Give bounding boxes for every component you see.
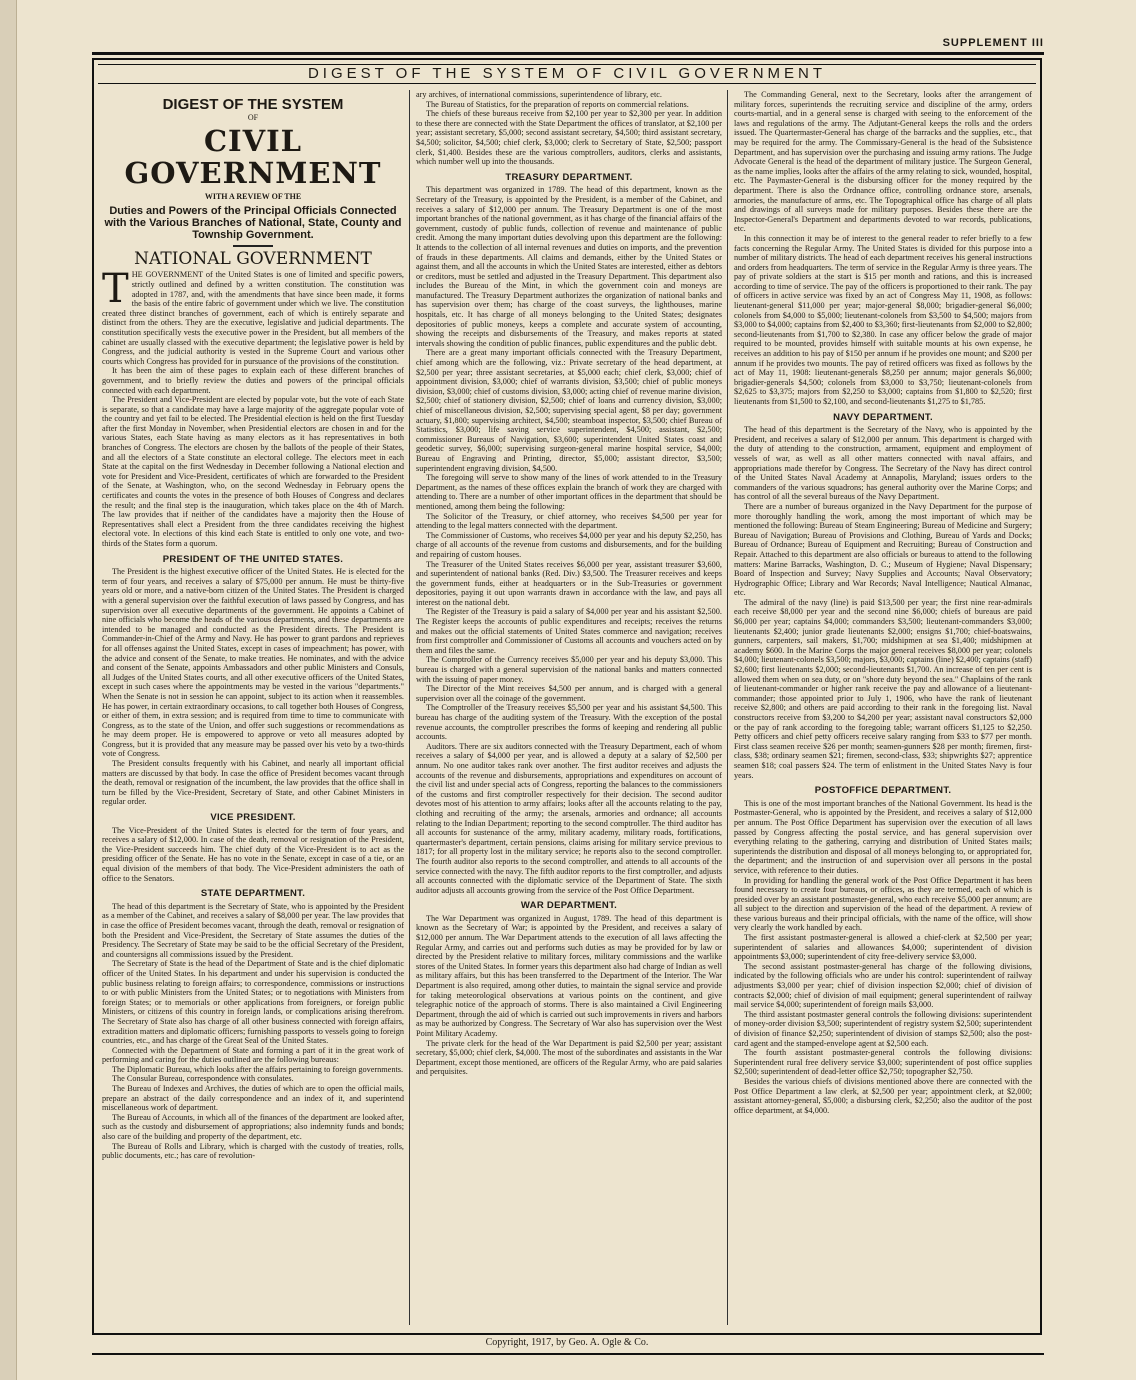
paragraph: The Comptroller of the Treasury receives $5,500 per year and his assistant $4,500. This bureau has charge of the auditing system of the Treasury. With the exception of the postal revenue accounts, the comptroller prescribes the forms of keeping and rendering all public accounts. bbox=[416, 703, 722, 742]
paragraph: Besides the various chiefs of divisions mentioned above there are connected with the Post Office Department a law clerk, at $2,500 per year; appointment clerk, at $2,000; assistant attorney-general, $5,000; a disbursing clerk, $2,250; also the auditor of the post office department, at $4,000. bbox=[734, 1076, 1032, 1115]
section-heading-war: WAR DEPARTMENT. bbox=[520, 900, 618, 912]
intro-paragraph bbox=[102, 266, 404, 366]
paragraph: The first assistant postmaster-general is allowed a chief-clerk at $2,500 per year; superintendent of salaries and allowances $4,000; superintendent of division appointments $3,000; superintendent of city free-delivery service $3,000. bbox=[734, 933, 1032, 962]
paragraph: In this connection it may be of interest to the general reader to refer briefly to a few facts concerning the Regular Army. The United States is divided for this purpose into a number of military districts. The head of each department receives his general instructions and orders from headquarters. The term of service in the Regular Army is three years. The pay of private soldiers at the start is $15 per month and rations, and this is increased according to time of service. The pay of the officers is proportioned to their rank. The pay of officers in active service was fixed by an act of Congress May 11, 1908, as follows: lieutenant-general $11,000 per year; major-general $8,000; brigadier-general $6,000; colonels from $4,000 to $5,000; lieutenant-colonels from $3,500 to $4,500; majors from $3,000 to $4,000; captains from $2,400 to $3,360; first-lieutenants from $2,000 to $2,800; second-lieutenants from $1,700 to $2,380. In case any officer below the grade of major required to be mounted, provides himself with suitable mounts at his own expense, he receives an addition to his pay of $150 per annum if he provides one mount; and $200 per annum if he provides two mounts. The pay of retired officers was fixed as follows by the act of May 11, 1908: lieutenant-generals $8,250 per annum; major generals $6,000; brigadier-generals $4,500; colonels from $3,000 to $3,750; lieutenant-colonels from $2,625 to $3,375; majors from $2,250 to $3,000; captains from $1,800 to $2,520; first lieutenants from $1,500 to $2,100, and second-lieutenants $1,275 to $1,785. bbox=[734, 233, 1032, 406]
paragraph: The Diplomatic Bureau, which looks after the affairs pertaining to foreign governments. bbox=[112, 1064, 404, 1074]
column-2 bbox=[416, 90, 722, 1325]
national-heading: NATIONAL GOVERNMENT bbox=[134, 248, 372, 269]
paragraph: The Commanding General, next to the Secretary, looks after the arrangement of military forces, superintends the recruiting service and discipline of the army, orders courts-martial, and in a general sense is charged with seeing to the enforcement of the laws and regulations of the army. The Adjutant-General keeps the rolls and the orders issued. The Quartermaster-General has charge of the barracks and the supplies, etc., that may be required for the army. The Commissary-General is the head of the Subsistence Department, and has supervision over the purchasing and issuing army rations. The Judge Advocate General is the head of the department of military justice. The Surgeon General, as the name implies, looks after the affairs of the army relating to sick, wounded, hospital, etc. The Paymaster-General is the disbursing officer for the money required by the department. There is also the Ordnance office, controlling ordnance store, arsenals, armories, the manufacture of arms, etc. The Topographical office has charge of all plats and drawings of all surveys made for military purposes. Besides these there are the Inspector-General's Department and departments devoted to war records, publications, etc. bbox=[734, 90, 1032, 234]
paragraph: The chiefs of these bureaus receive from $2,100 per year to $2,300 per year. In addition to these there are connected with the State Department the offices of translator, at $2,100 per year; assistant secretary, $5,000; second assistant secretary, $4,500; third assistant secretary, $4,500; solicitor, $4,500; chief clerk, $3,000; clerk to Secretary of State, $2,500; passport clerk, $1,400. Besides these are the various comptrollers, auditors, clerks and assistants, which number well up into the thousands. bbox=[416, 109, 722, 167]
masthead-of: OF bbox=[247, 112, 259, 122]
paragraph: It has been the aim of these pages to explain each of these different branches of government, and to briefly review the duties and powers of the principal officials connected with each department. bbox=[102, 366, 404, 395]
masthead bbox=[102, 96, 404, 247]
paragraph: The Bureau of Statistics, for the preparation of reports on commercial relations. bbox=[426, 99, 689, 109]
paragraph: The third assistant postmaster general controls the following divisions: superintendent of money-order division $3,500; superintendent of registry system $2,500; superintendent of division of finance $2,250; superintendent of division of stamps $2,500; also the post-card agent and the stamped-envelope agent at $2,500 each. bbox=[734, 1009, 1032, 1048]
masthead-rule bbox=[233, 245, 273, 247]
banner-title: DIGEST OF THE SYSTEM OF CIVIL GOVERNMENT bbox=[98, 64, 1036, 84]
section-heading-president: PRESIDENT OF THE UNITED STATES. bbox=[162, 553, 344, 565]
column-divider bbox=[727, 90, 728, 1325]
paragraph: The Secretary of State is the head of the Department of State and is the chief diplomatic officer of the United States. In his department and under his supervision is conducted the public business relating to foreign affairs; to correspondence, commissions or instructions to or with public Ministers from the United States; or to negotiations with Ministers from foreign States; or to memorials or other applications from foreigners, or foreign public Ministers, or citizens of this country in foreign lands, or complications arising therefrom. The Secretary of State also has charge of all other business connected with foreign affairs, extradition matters and diplomatic officers; furnishing passports to vessels going to foreign countries, etc., and has charge of the Great Seal of the United States. bbox=[102, 959, 404, 1046]
paragraph: The President is the highest executive officer of the United States. He is elected for the term of four years, and receives a salary of $75,000 per annum. He must be thirty-five years old or more, and a native-born citizen of the United States. The President is charged with a general supervision over the faithful execution of laws passed by Congress, and has supervision over all executive departments of the government. He appoints a Cabinet of nine officials who become the heads of the various departments, and these departments are intended to be managed and conducted as the President directs. The President is Commander-in-Chief of the Army and Navy. He has power to grant pardons and reprieves for all offenses against the United States, except in cases of impeachment; has power, with the advice and consent of the Senate, to make treaties. He nominates, and with the advice and consent of the Senate, appoints Ambassadors and other public Ministers and Consuls, all Judges of the United States courts, and all other executive officers of the United States, except in such cases where the appointments may be vested in the various "departments." When the Senate is not in session he can appoint, subject to its action when it reassembles. He has power, in certain extraordinary occasions, to call together both Houses of Congress, or either of them, in extra session; and is required from time to time to communicate with Congress, as to the state of the Union, and offer such suggestions or recommendations as he may deem proper. He is empowered to approve or veto all measures adopted by Congress, but it is provided that any measure may be passed over his veto by a two-thirds vote of Congress. bbox=[102, 567, 404, 759]
paragraph: The War Department was organized in August, 1789. The head of this department is known as the Secretary of War; is appointed by the President, and receives a salary of $12,000 per annum. The War Department attends to the execution of all laws affecting the Regular Army, and carries out and performs such duties as may be provided for by law or directed by the President relative to military forces, military commissions and the warlike stores of the United States. In former years this department also had charge of Indian as well as military affairs, but this has been transferred to the Department of the Interior. The War Department is also required, among other duties, to maintain the signal service and provide for taking meteorological observations at various points on the continent, and give telegraphic notice of the approach of storms. There is also maintained a Civil Engineering Department, through the aid of which is carried out such improvements in rivers and harbors as may be authorized by Congress. The Secretary of War also has supervision over the West Point Military Academy. bbox=[416, 913, 722, 1038]
paragraph: There are a great many important officials connected with the Treasury Department, chief among which are the following, viz.: Private secretary of the head department, at $2,500 per year; three assistant secretaries, at $5,000 each; chief clerk, $3,000; chief of appointment division, $3,000; chief of warrants division, $3,500; chief of public moneys division, $3,000; chief of customs division, $3,000; acting chief of revenue marine division, $2,500; chief of stationery division, $2,500; chief of loans and currency division, $3,000; chief of miscellaneous division, $2,500; supervising special agent, $8 per day; government actuary, $1,800; supervising architect, $4,500; steamboat inspector, $3,500; chief Bureau of Statistics, $3,000; life saving service superintendent, $4,500; assistant, $2,500; commissioner Bureaus of Navigation, $3,600; superintendent United States coast and geodetic survey, $6,000; supervising surgeon-general marine hospital service, $4,000; Bureau of Engraving and Printing, director, $5,000; assistant director, $3,500; superintendent engraving division, $4,500. bbox=[416, 348, 722, 473]
section-heading-state: STATE DEPARTMENT. bbox=[200, 888, 306, 900]
bottom-rule bbox=[92, 1353, 1044, 1355]
column-1 bbox=[102, 90, 404, 1325]
paragraph: The private clerk for the head of the War Department is paid $2,500 per year; assistant secretary, $5,000; chief clerk, $4,000. The most of the subordinates and assistants in the War Department, except those mentioned, are officers of the Regular Army, who are paid salaries and perquisites. bbox=[416, 1038, 722, 1077]
section-heading-treasury: TREASURY DEPARTMENT. bbox=[505, 171, 633, 183]
masthead-with: WITH A REVIEW OF THE bbox=[204, 192, 302, 202]
copyright-line: Copyright, 1917, by Geo. A. Ogle & Co. bbox=[485, 1337, 649, 1348]
paragraph: There are a number of bureaus organized in the Navy Department for the purpose of more thoroughly handling the work, among the most important of which may be mentioned the following: Bureau of Steam Engineering; Bureau of Medicine and Surgery; Bureau of Navigation; Bureau of Provisions and Clothing, Bureau of Yards and Docks; Bureau of Ordnance; Bureau of Equipment and Recruiting; Bureau of Construction and Repair. Attached to this department are also officials or bureaus to attend to the following matters: Marine Barracks, Washington, D. C.; Museum of Hygiene; Naval Dispensary; Board of Inspection and Survey; Navy Supplies and Accounts; Naval Observatory; Hydrographic Office; Library and War Records; Naval Intelligence; Nautical Almanac, etc. bbox=[734, 501, 1032, 598]
paragraph: The President consults frequently with his Cabinet, and nearly all important official matters are discussed by that body. In case the office of President becomes vacant through the death, removal or resignation of the incumbent, the law provides that the office shall in turn be filled by the Vice-President, Secretary of State, and other Cabinet Ministers in regular order. bbox=[102, 759, 404, 807]
column-3 bbox=[734, 90, 1032, 1325]
paragraph: The Register of the Treasury is paid a salary of $4,000 per year and his assistant $2,500. The Register keeps the accounts of public expenditures and receipts; receives the returns and makes out the official statements of United States commerce and navigation; receives from first comptroller and Commissioner of Customs all accounts and vouchers acted on by them and files the same. bbox=[416, 607, 722, 655]
paragraph: The second assistant postmaster-general has charge of the following divisions, indicated by the following officials who are under his control: superintendent of railway adjustments $3,000 per year; chief of division inspection $2,000; chief of division of contracts $2,000; chief of division of mail equipment; general superintendent of railway mail service $4,000; superintendent of foreign mails $3,000. bbox=[734, 961, 1032, 1010]
section-heading-navy: NAVY DEPARTMENT. bbox=[833, 411, 933, 423]
paragraph: The President and Vice-President are elected by popular vote, but the vote of each State is separate, so that a candidate may have a large majority of the aggregate popular vote of the country and yet fail to be elected. The Presidential election is held on the first Tuesday after the first Monday in November, when Presidential electors are chosen in and for the various States, each State having as many electors as it has representatives in both branches of Congress. The electors are chosen by the ballots of the people of their States, and all the electors of a State constitute an electoral college. The electors meet in each State at the capital on the first Wednesday in December following a National election and vote for President and Vice-President, certificates of which are forwarded to the President of the Senate, at Washington, who, on the second Wednesday in February opens the certificates and counts the votes in the presence of both Houses of Congress and declares the result; and the final step is the inauguration, which takes place on the 4th of March. The law provides that if neither of the candidates have a majority then the House of Representatives shall elect a President from the three candidates receiving the highest electoral vote. In elections of this kind each State is entitled to only one vote, and two-thirds of the States form a quorum. bbox=[102, 395, 404, 548]
paragraph: Connected with the Department of State and forming a part of it in the great work of performing and caring for the duties outlined are the following bureaus: bbox=[102, 1045, 404, 1065]
paragraph: The Solicitor of the Treasury, or chief attorney, who receives $4,500 per year for attending to the legal matters connected with the department. bbox=[416, 511, 722, 531]
section-heading-postoffice: POSTOFFICE DEPARTMENT. bbox=[814, 785, 952, 797]
paragraph: The head of this department is the Secretary of State, who is appointed by the President as a member of the Cabinet, and receives a salary of $8,000 per year. The law provides that in case the office of President becomes vacant, through the death, removal or resignation of both the President and Vice-President, the Secretary of State assumes the duties of the Presidency. The Secretary of State may be said to be the official Secretary of the President, and countersigns all commissions issued by the President. bbox=[102, 901, 404, 959]
paragraph: This is one of the most important branches of the National Government. Its head is the Postmaster-General, who is appointed by the President, and receives a salary of $12,000 per annum. The Post Office Department has supervision over the execution of all laws passed by Congress affecting the postal service, and has general supervision over everything relating to the gathering, carrying and distribution of United States mails; superintends the distribution and disposal of all moneys belonging to, or appropriated for, the department; and the instruction of and supervision over all persons in the postal service, with reference to their duties. bbox=[734, 798, 1032, 875]
paragraph: In providing for handling the general work of the Post Office Department it has been found necessary to create four bureaus, or offices, as they are termed, each of which is presided over by an assistant postmaster-general, who each receive $5,000 per annum; are all subject to the direction and supervision of the head of the department. A review of these various bureaus and their principal officials, with the name of the office, will show very clearly the work handled by each. bbox=[734, 875, 1032, 933]
drop-cap: T bbox=[102, 266, 129, 313]
paragraph: The Treasurer of the United States receives $6,000 per year, assistant treasurer $3,600, and superintendent of national banks (Red. Div.) $3,500. The Treasurer receives and keeps the government funds, either at headquarters or in the Sub-Treasuries or government depositories, paying it out upon warrants drawn in accordance with the law, and pays all interest on the national debt. bbox=[416, 559, 722, 607]
column-divider bbox=[409, 90, 410, 1325]
section-heading-vice-president: VICE PRESIDENT. bbox=[210, 812, 296, 824]
paragraph: The admiral of the navy (line) is paid $13,500 per year; the first nine rear-admirals each receive $8,000 per year and the second nine $6,000; chiefs of bureaus are paid $6,000 per year; captains $4,000; commanders $3,500; lieutenant-commanders $3,000; lieutenants $2,400; junior grade lieutenants $2,000; ensigns $1,700; chief-boatswains, gunners, carpenters, sail makers, $1,700; midshipmen at sea $1,400; midshipmen at academy $600. In the Marine Corps the major general receives $8,000 per year; colonels $4,000; lieutenant-colonels $3,500; majors, $3,000; captains (line) $2,400; captains (staff) $2,600; first lieutenants $2,000; second-lieutenants $1,700. An increase of ten per cent is allowed them when on sea duty, or on "shore duty beyond the sea." Chaplains of the rank of lieutenant-commander or higher rank receive the pay and allowance of a lieutenant-commander; those appointed prior to July 1, 1906, who have the rank of lieutenant receive $2,800; and others are paid according to their rank in the foregoing list. Naval constructors receive from $3,200 to $4,200 per year; assistant naval constructors $2,000 or the pay of rank according to the foregoing table; warrant officers $1,125 to $2,250. Petty officers and chief petty officers receive salary ranging from $33 to $77 per month. First class seamen receive $26 per month; seamen-gunners $28 per month; firemen, first-class, $38; ordinary seamen $21; firemen, second-class, $33; shipwrights $27; apprentice seamen $18; coal passers $24. The term of enlistment in the United States Navy is four years. bbox=[734, 597, 1032, 780]
paragraph: The Bureau of Accounts, in which all of the finances of the department are looked after, such as the custody and disbursement of appropriations; also indemnity funds and bonds; also care of the building and property of the department, etc. bbox=[102, 1112, 404, 1142]
page-gutter bbox=[0, 0, 17, 1380]
paragraph: Auditors. There are six auditors connected with the Treasury Department, each of whom receives a salary of $4,000 per year, and is allowed a deputy at a salary of $2,500 per annum. No one auditor takes rank over another. The first auditor receives and adjusts the accounts of the revenue and disbursements, appropriations and expenditures on account of the civil list and under special acts of Congress, reporting the balances to the commissioners of the customs and first comptroller respectively for their decision. The second auditor devotes most of his attention to army affairs; looks after all the accounts relating to the pay, clothing and recruiting of the army; the arsenals, armories and ordnance; all accounts relating to the Indian Department; reporting to the second comptroller. The third auditor has all accounts for sustenance of the army, military academy, military roads, fortifications, quartermaster's department, certain pensions, claims arising for military service previous to 1817; for all property lost in the military service; he reports also to the second comptroller. The fourth auditor also reports to the second comptroller, and attends to all accounts of the service connected with the navy. The fifth auditor reports to the first comptroller, and adjusts all accounts connected with the diplomatic service of the Department of State. The sixth auditor adjusts all accounts growing from the service of the Post Office Department. bbox=[416, 741, 722, 895]
paragraph: The Bureau of Indexes and Archives, the duties of which are to open the official mails, prepare an abstract of the daily correspondence and an index of it, and superintend miscellaneous work of department. bbox=[102, 1084, 404, 1113]
paragraph: The Director of the Mint receives $4,500 per annum, and is charged with a general supervision over all the coinage of the government. bbox=[416, 684, 722, 703]
supplement-label: SUPPLEMENT III bbox=[942, 37, 1044, 49]
paragraph: The Consular Bureau, correspondence with consulates. bbox=[112, 1074, 294, 1084]
paragraph: The fourth assistant postmaster-general controls the following divisions: Superintendent rural free delivery service $3,000; superintendent of post office supplies $2,500; superintendent of dead-letter office $2,750; topographer $2,750. bbox=[734, 1048, 1032, 1077]
paragraph: The Bureau of Rolls and Library, which is charged with the custody of treaties, rolls, public documents, etc.; has care of revolution- bbox=[102, 1141, 404, 1161]
paragraph: ary archives, of international commissions, superintendence of library, etc. bbox=[416, 90, 662, 99]
paragraph: The Vice-President of the United States is elected for the term of four years, and receives a salary of $12,000. In case of the death, removal or resignation of the President, the Vice-President succeeds him. The chief duty of the Vice-President is to act as the presiding officer of the Senate. He has no vote in the Senate, except in case of a tie, or an equal division of the members of that body. The Vice-President administers the oath of office to the Senators. bbox=[102, 825, 404, 883]
paragraph: The Comptroller of the Currency receives $5,000 per year and his deputy $3,000. This bureau is charged with a general supervision of the national banks and matters connected with the issuing of paper money. bbox=[416, 655, 722, 684]
paragraph: The foregoing will serve to show many of the lines of work attended to in the Treasury Department, as the names of these offices explain the branch of work they are charged with attending to. There are a number of other important offices in the department that should be mentioned, among them being the following: bbox=[416, 473, 722, 511]
top-rule bbox=[92, 52, 1044, 55]
intro-text: HE GOVERNMENT of the United States is one of limited and specific powers, strictly outlined and defined by a written constitution. The constitution was adopted in 1787, and, with the amendments that have since been made, it forms the basis of the entire fabric of government under which we live. The constitution created three distinct branches of government, each of which is entirely separate and distinct from the others. They are the executive, legislative and judicial departments. The constitution specifically vests the executive power in the President, but all members of the cabinet are usually classed with the executive department; the legislative power is held by Congress, and the judicial authority is vested in the Supreme Court and various other courts which Congress has provided for in pursuance of the provisions of the constitution. bbox=[102, 270, 404, 366]
masthead-line1: DIGEST OF THE SYSTEM bbox=[162, 96, 344, 113]
masthead-title: CIVIL GOVERNMENT bbox=[124, 124, 382, 191]
page-frame bbox=[92, 58, 1042, 1335]
paragraph: This department was organized in 1789. The head of this department, known as the Secretary of the Treasury, is appointed by the President, is a member of the Cabinet, and receives a salary of $12,000 per annum. The Treasury Department is one of the most important branches of the national government, as it has charge of the financial affairs of the government, custody of public funds, collection of revenue and maintenance of public credit. Among the many important duties devolving upon this department are the following: It attends to the collection of all internal revenues and duties on imports, and the prevention of frauds in these departments. All claims and demands, either by the United States or against them, and all the accounts in which the United States are interested, either as debtors or creditors, must be settled and adjusted in the Treasury Department. This department also includes the Bureau of the Mint, in which the government coin and moneys are manufactured. The Treasury Department authorizes the organization of national banks and has supervision over them; has charge of the coast surveys, the lighthouses, marine hospitals, etc. It has charge of all moneys belonging to the United States; designates depositories of public moneys, keeps a complete and accurate system of accounting, showing the receipts and disbursements of the Treasury, and makes reports at stated intervals showing the condition of public finances, public expenditures and the public debt. bbox=[416, 185, 722, 348]
masthead-subtitle: Duties and Powers of the Principal Officials Connected with the Various Branches of National, State, County and Township Government. bbox=[104, 204, 402, 241]
paragraph: The Commissioner of Customs, who receives $4,000 per year and his deputy $2,250, has charge of all accounts of the revenue from customs and disbursements, and for the building and repairing of custom houses. bbox=[416, 530, 722, 559]
paragraph: The head of this department is the Secretary of the Navy, who is appointed by the President, and receives a salary of $12,000 per annum. This department is charged with the duty of attending to the construction, armament, equipment and employment of vessels of war, as well as all other matters connected with naval affairs, and appropriations made therefor by Congress. The Secretary of the Navy has direct control of the United States Naval Academy at Annapolis, Maryland; issues orders to the commanders of the various squadrons; has general authority over the Marine Corps; and has control of all the several bureaus of the Navy Department. bbox=[734, 425, 1032, 502]
